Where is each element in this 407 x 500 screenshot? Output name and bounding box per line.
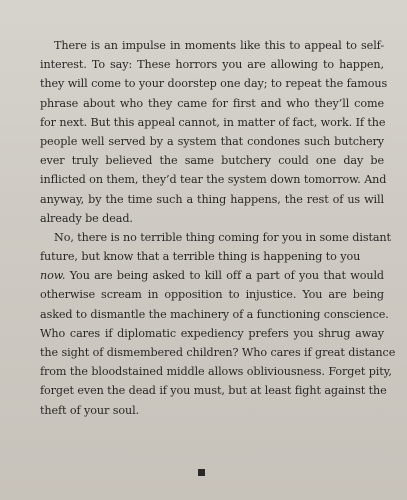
section-end-ornament-icon	[198, 469, 205, 476]
text-line: otherwise scream in opposition to injustice. You are being	[40, 288, 384, 302]
text-line: the sight of dismembered children? Who cares if great distance	[40, 346, 396, 359]
body-text	[40, 36, 396, 420]
text-line: already be dead.	[40, 211, 133, 225]
text-line-rest: You are being asked to kill off a part of you that would	[65, 269, 384, 283]
text-line: anyway, by the time such a thing happens, the rest of us will	[40, 192, 384, 206]
text-line: people well served by a system that condones such butchery	[40, 134, 384, 148]
text-line: future, but know that a terrible thing is happening to you	[40, 250, 361, 264]
text-line: inflicted on them, they’d tear the system down tomorrow. And	[40, 173, 387, 187]
text-line: forget even the dead if you must, but at least fight against the	[40, 384, 387, 398]
text-line: interest. To say: These horrors you are allowing to happen,	[40, 58, 384, 72]
text-line: There is an impulse in moments like this to appeal to self-	[54, 39, 384, 52]
text-line: phrase about who they came for first and who they’ll come	[40, 96, 384, 110]
paragraph-2	[40, 228, 396, 420]
text-line: from the bloodstained middle allows obliviousness. Forget pity,	[40, 365, 392, 379]
text-line: No, there is no terrible thing coming for you in some distant	[54, 230, 391, 244]
text-line: theft of your soul.	[40, 403, 140, 417]
text-line: Who cares if diplomatic expediency prefers you shrug away	[40, 326, 384, 340]
text-line: they will come to your doorstep one day; to repeat the famous	[40, 77, 388, 91]
paragraph-1	[40, 36, 388, 228]
text-line: ever truly believed the same butchery could one day be	[40, 154, 384, 168]
text-line	[40, 266, 384, 285]
text-line: for next. But this appeal cannot, in matter of fact, work. If the	[40, 115, 386, 129]
emphasis-word: now.	[40, 269, 66, 283]
text-line: asked to dismantle the machinery of a functioning conscience.	[40, 307, 389, 321]
